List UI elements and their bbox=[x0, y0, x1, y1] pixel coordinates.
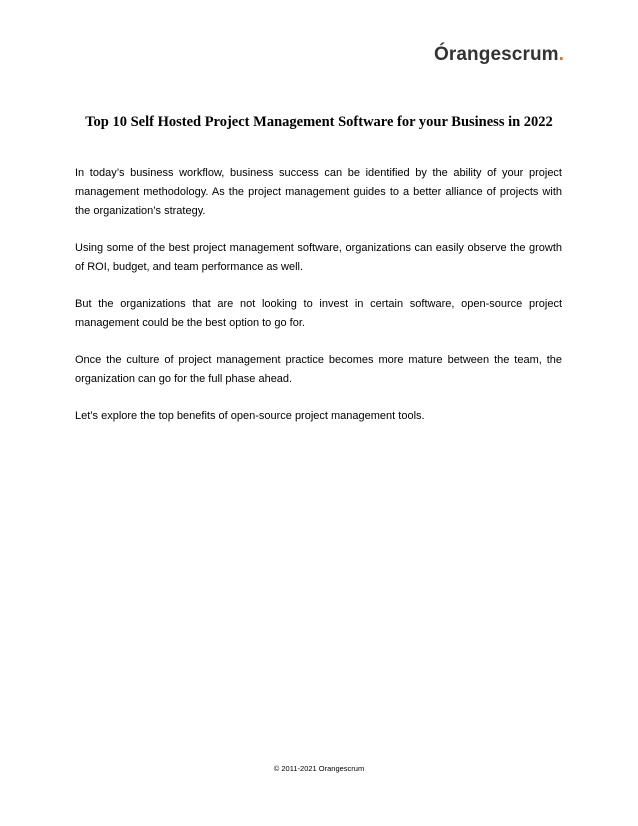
document-title: Top 10 Self Hosted Project Management Software for your Business in 2022 bbox=[85, 114, 553, 130]
paragraph: Using some of the best project management software, organizations can easily observe the growth of ROI, budget, and team performance as well. bbox=[75, 242, 562, 273]
logo-dot: . bbox=[558, 44, 565, 65]
paragraph: But the organizations that are not looking to invest in certain software, open-source project management could be the best option to go for. bbox=[75, 298, 562, 329]
copyright-footer: © 2011-2021 Orangescrum bbox=[273, 764, 365, 773]
orangescrum-logo bbox=[434, 44, 564, 70]
paragraph: Once the culture of project management practice becomes more mature between the team, the organization can go for the full phase ahead. bbox=[75, 354, 562, 385]
paragraph: In today’s business workflow, business success can be identified by the ability of your project management methodology. As the project management guides to a better alliance of projects with the organization’s strategy. bbox=[75, 167, 562, 217]
logo-text: Órangescrum bbox=[434, 44, 559, 65]
document-body bbox=[75, 164, 562, 444]
paragraph: Let’s explore the top benefits of open-source project management tools. bbox=[75, 410, 425, 422]
